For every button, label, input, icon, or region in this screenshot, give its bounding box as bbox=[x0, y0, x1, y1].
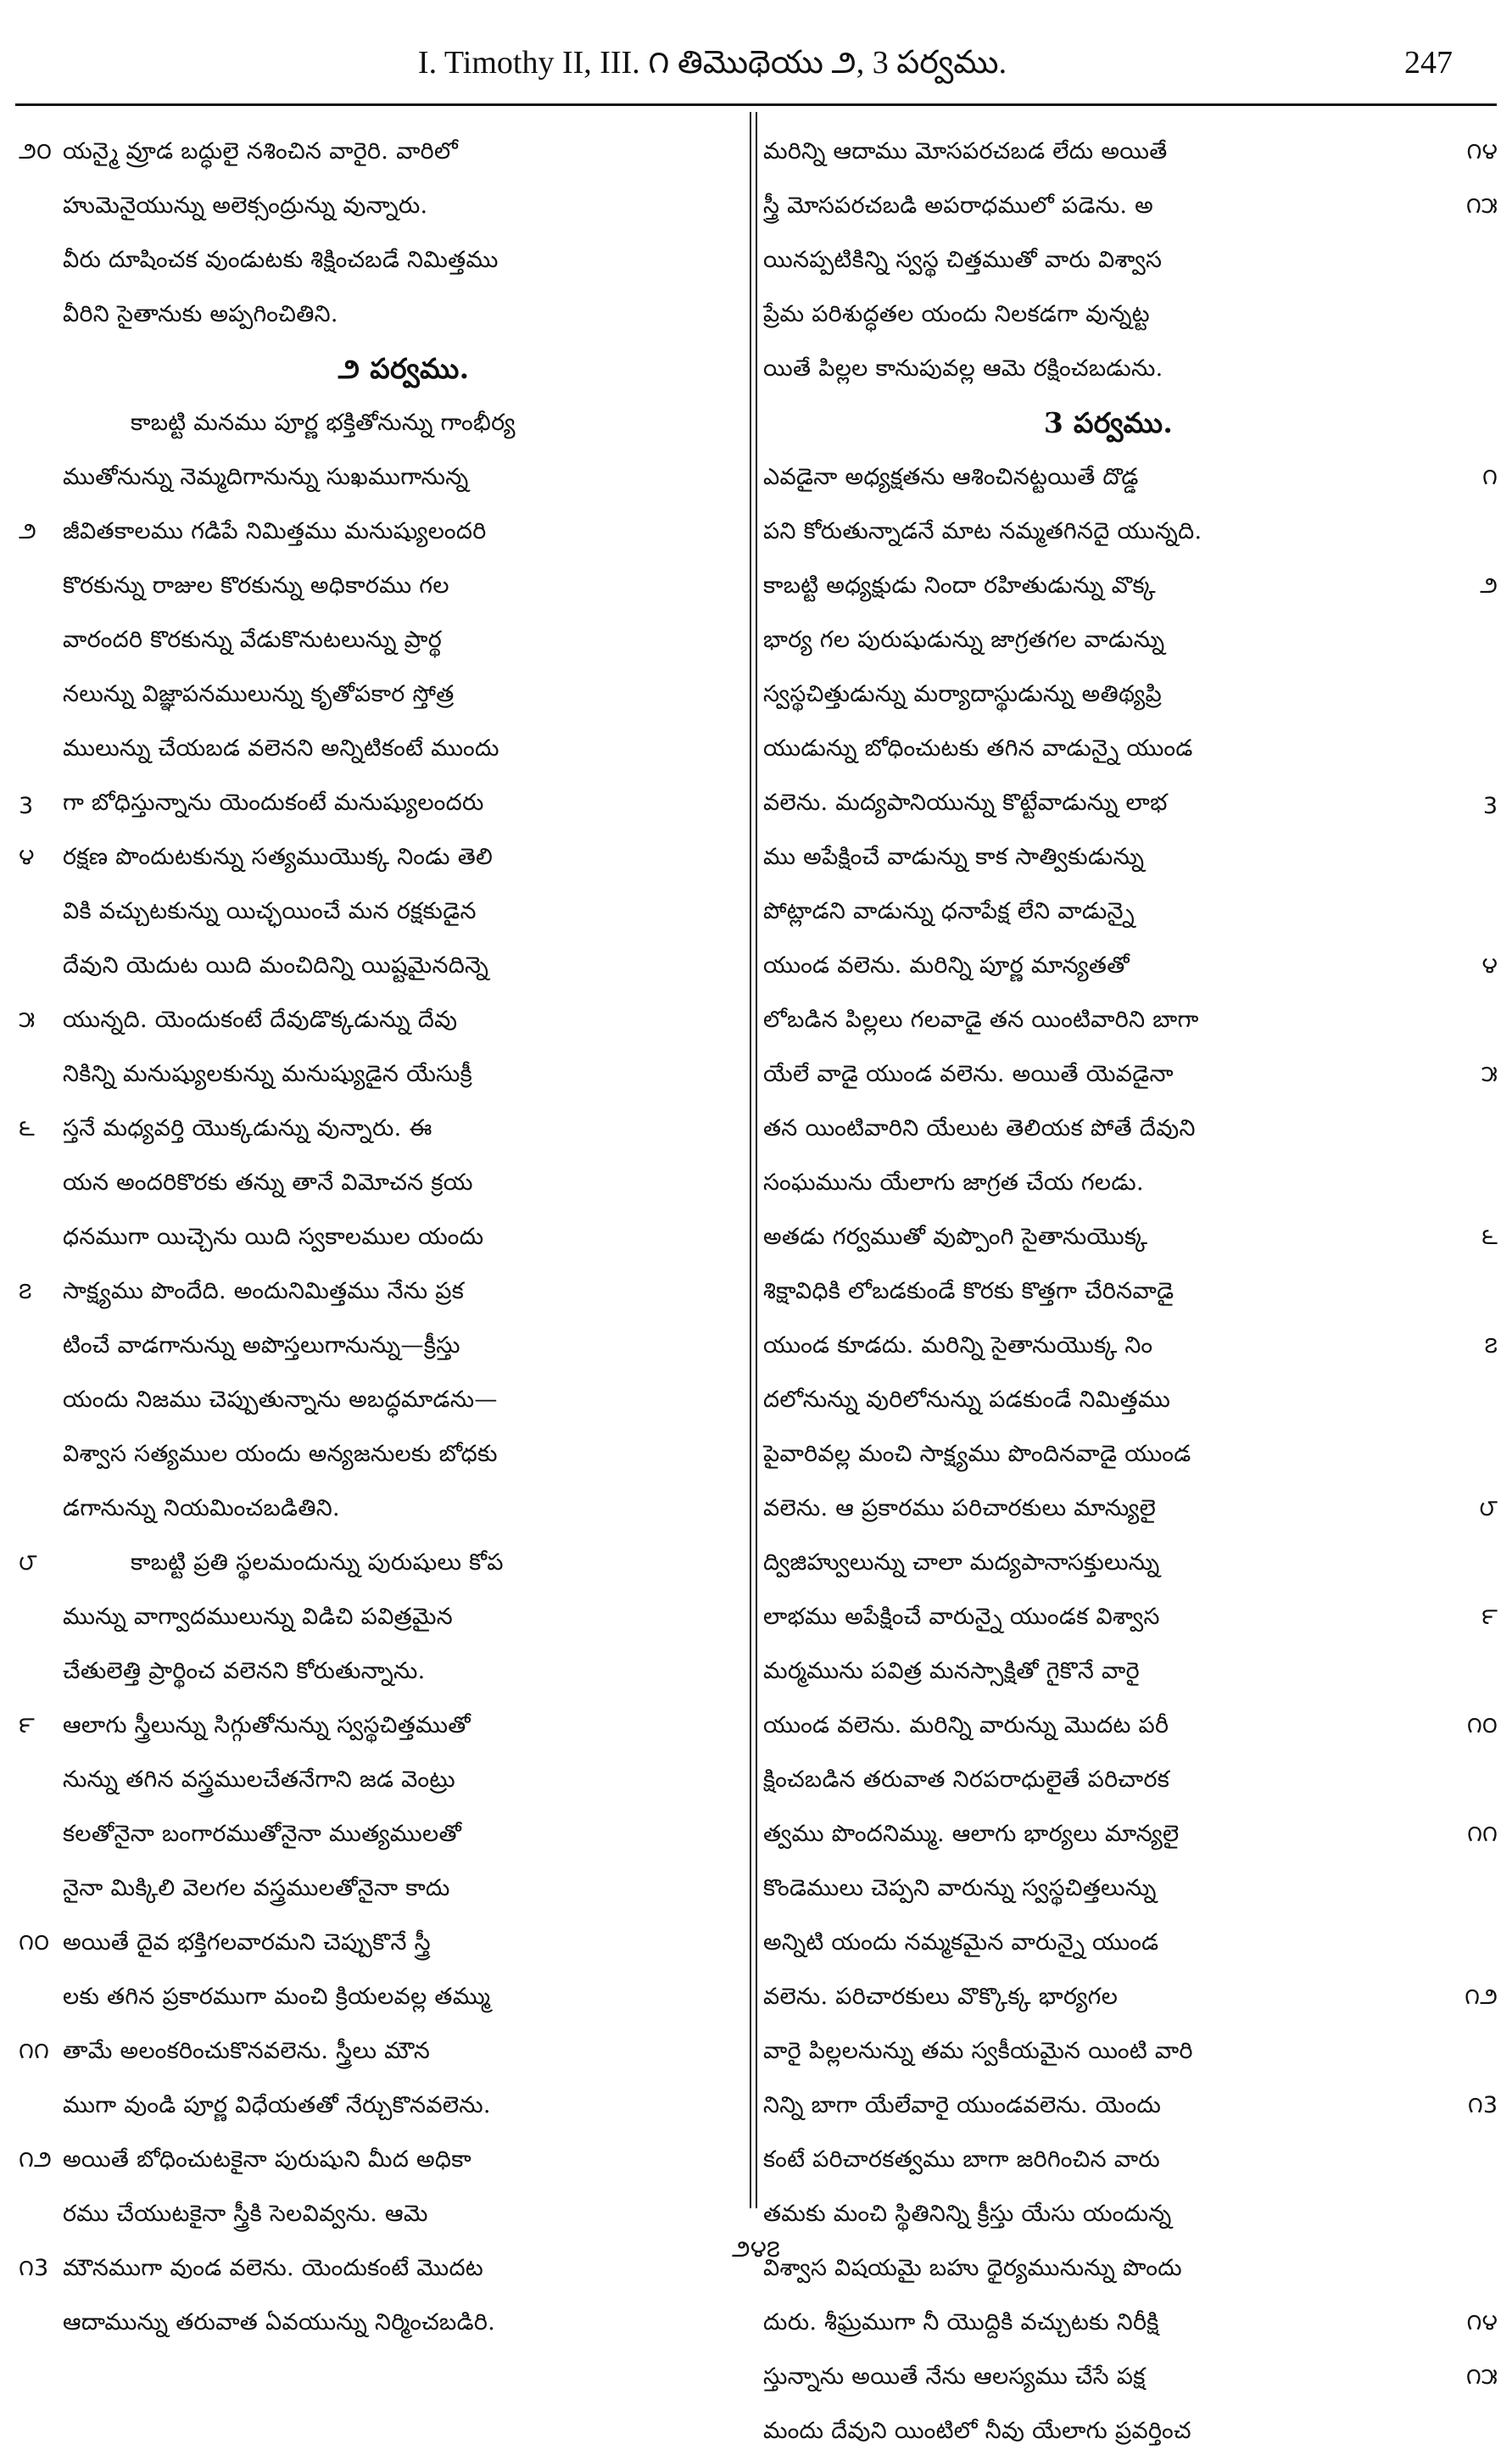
line-text: తన యింటివారిని యేలుట తెలియక పోతే దేవుని bbox=[763, 1115, 1196, 1141]
line-text: ధనముగా యిచ్చెను యిది స్వకాలముల యందు bbox=[63, 1224, 484, 1250]
line-text: నిన్ని బాగా యేలేవారై యుండవలెను. యెందు bbox=[763, 2092, 1162, 2118]
verse-number: ౧ bbox=[1482, 464, 1498, 490]
verse-number: ౭ bbox=[19, 1278, 32, 1304]
line-text: క్షించబడిన తరువాత నిరపరాధులైతే పరిచారక bbox=[763, 1766, 1170, 1793]
line-text: ముతోనున్ను నెమ్మదిగానున్ను సుఖముగానున్న bbox=[63, 464, 469, 490]
line-text: స్తున్నాను అయితే నేను ఆలస్యము చేసే పక్ష bbox=[763, 2363, 1146, 2390]
text-line bbox=[763, 1267, 1498, 1321]
text-line bbox=[19, 1973, 745, 2027]
line-text: నలున్ను విజ్ఞాపనములున్ను కృతోపకార స్తోత్ర bbox=[63, 681, 455, 707]
line-text: స్తనే మధ్యవర్తి యొక్కడున్ను వున్నారు. ఈ bbox=[63, 1115, 432, 1141]
text-line bbox=[763, 290, 1498, 344]
text-line bbox=[19, 1430, 745, 1484]
text-line bbox=[19, 1376, 745, 1430]
text-line bbox=[19, 1918, 745, 1973]
chapter-heading bbox=[19, 344, 745, 399]
text-line bbox=[763, 1918, 1498, 1973]
column-divider-right-rule bbox=[756, 112, 757, 2208]
line-text: సాక్ష్యము పొందేది. అందునిమిత్తము నేను ప్రక bbox=[63, 1278, 465, 1304]
line-text: దేవుని యెదుట యిది మంచిదిన్ని యిష్టమైనదిన్నె bbox=[63, 952, 489, 979]
line-text: యున్నది. యెందుకంటే దేవుడొక్కడున్ను దేవు bbox=[63, 1007, 458, 1033]
line-text: వలెను. మద్యపానియున్ను కొట్టేవాడున్ను లాభ bbox=[763, 790, 1168, 816]
verse-number: ౧౧ bbox=[19, 2038, 49, 2064]
verse-number: ౬ bbox=[19, 1115, 35, 1141]
line-text: ముగా వుండి పూర్ణ విధేయతతో నేర్చుకొనవలెను. bbox=[63, 2092, 491, 2118]
line-text: వలెను. పరిచారకులు వొక్కొక్క భార్యగల bbox=[763, 1984, 1119, 2010]
text-line bbox=[19, 561, 745, 616]
line-text: కలతోనైనా బంగారముతోనైనా ముత్యములతో bbox=[63, 1821, 462, 1847]
verse-number: ౭ bbox=[1484, 1332, 1498, 1359]
line-text: ద్విజిహ్వులున్ను చాలా మద్యపానాసక్తులున్ను bbox=[763, 1549, 1160, 1576]
line-text: యేలే వాడై యుండ వలెను. అయితే యెవడైనా bbox=[763, 1061, 1174, 1087]
text-line bbox=[19, 127, 745, 181]
line-text: డగానున్ను నియమించబడితిని. bbox=[63, 1495, 340, 1521]
text-line bbox=[763, 1321, 1498, 1376]
text-line bbox=[19, 1593, 745, 1647]
text-line bbox=[19, 724, 745, 778]
line-text: కాబట్టి ప్రతి స్థలమందున్ను పురుషులు కోప bbox=[131, 1549, 504, 1576]
line-text: హుమెనైయున్ను అలెక్సంద్రున్ను వున్నారు. bbox=[63, 193, 428, 219]
verse-number: ౧౦ bbox=[19, 1929, 50, 1956]
line-text: యుండ కూడదు. మరిన్ని సైతానుయొక్క నిం bbox=[763, 1332, 1153, 1359]
line-text: ప్రేమ పరిశుద్ధతల యందు నిలకడగా వున్నట్ట bbox=[763, 301, 1150, 327]
line-text: యితే పిల్లల కానుపువల్ల ఆమె రక్షించబడును. bbox=[763, 355, 1163, 382]
line-text: ఆలాగు స్త్రీలున్ను సిగ్గుతోనున్ను స్వస్థచిత్తముతో bbox=[63, 1712, 471, 1738]
line-text: ఆదామున్ను తరువాత ఏవయున్ను నిర్మించబడిరి. bbox=[63, 2309, 496, 2335]
line-text: యన అందరికొరకు తన్ను తానే విమోచన క్రయ bbox=[63, 1169, 473, 1196]
line-text: భార్య గల పురుషుడున్ను జాగ్రతగల వాడున్ను bbox=[763, 627, 1165, 653]
line-text: ము అపేక్షించే వాడున్ను కాక సాత్వికుడున్ను bbox=[763, 844, 1145, 870]
text-line bbox=[763, 1484, 1498, 1538]
line-text: ములున్ను చేయబడ వలెనని అన్నిటికంటే ముందు bbox=[63, 735, 499, 762]
line-text: పని కోరుతున్నాడనే మాట నమ్మతగినదై యున్నది. bbox=[763, 518, 1202, 544]
line-text: దురు. శీఘ్రముగా నీ యొద్దికి వచ్చుటకు నిరీక్షి bbox=[763, 2309, 1159, 2335]
text-line bbox=[19, 1050, 745, 1104]
text-line bbox=[19, 2135, 745, 2190]
text-line bbox=[19, 996, 745, 1050]
text-line bbox=[763, 616, 1498, 670]
line-text: లకు తగిన ప్రకారముగా మంచి క్రియలవల్ల తమ్ము bbox=[63, 1984, 491, 2010]
footer-signature-mark: ౨౪౭ bbox=[732, 2235, 780, 2263]
text-line bbox=[19, 2027, 745, 2081]
verse-number: ౧౪ bbox=[1466, 2309, 1498, 2335]
line-text: శిక్షావిధికి లోబడకుండే కొరకు కొత్తగా చేరినవాడై bbox=[763, 1278, 1174, 1304]
text-line bbox=[19, 670, 745, 724]
text-line bbox=[763, 1701, 1498, 1755]
line-text: కొండెములు చెప్పని వారున్ను స్వస్థచిత్తలున్ను bbox=[763, 1875, 1157, 1901]
line-text: సంఘమును యేలాగు జాగ్రత చేయ గలడు. bbox=[763, 1169, 1144, 1196]
text-line bbox=[763, 2298, 1498, 2352]
verse-number: ౯ bbox=[1481, 1604, 1498, 1630]
verse-number: ౧౨ bbox=[19, 2146, 52, 2173]
text-line bbox=[763, 1158, 1498, 1213]
verse-number: ౪ bbox=[1481, 952, 1498, 979]
line-text: వికి వచ్చుటకున్ను యిచ్ఛయించే మన రక్షకుడైన bbox=[63, 898, 477, 924]
text-line bbox=[763, 2081, 1498, 2135]
line-text: మరిన్ని ఆదాము మోసపరచబడ లేదు అయితే bbox=[763, 138, 1168, 165]
text-line bbox=[763, 236, 1498, 290]
line-text: రక్షణ పొందుటకున్ను సత్యముయొక్క నిండు తెలి bbox=[63, 844, 494, 870]
line-text: కాబట్టి మనము పూర్ణ భక్తితోనున్ను గాంభీర్య bbox=[131, 410, 516, 436]
text-line bbox=[763, 1213, 1498, 1267]
verse-number: ౯ bbox=[19, 1712, 35, 1738]
text-line bbox=[19, 1755, 745, 1810]
verse-number: ౧౦ bbox=[1466, 1712, 1498, 1738]
verse-number: 3 bbox=[19, 792, 34, 819]
line-text: విశ్వాస సత్యముల యందు అన్యజనులకు బోధకు bbox=[63, 1441, 498, 1467]
verse-number: ౨౦ bbox=[19, 138, 53, 165]
text-line bbox=[763, 2407, 1498, 2461]
right-column bbox=[763, 127, 1498, 2461]
text-line bbox=[763, 507, 1498, 561]
text-line bbox=[19, 616, 745, 670]
line-text: కొరకున్ను రాజుల కొరకున్ను అధికారము గల bbox=[63, 572, 449, 599]
text-line bbox=[763, 724, 1498, 778]
line-text: వలెను. ఆ ప్రకారము పరిచారకులు మాన్యులై bbox=[763, 1495, 1157, 1521]
text-line bbox=[763, 941, 1498, 996]
verse-number: ౧౫ bbox=[1465, 193, 1498, 219]
running-header-title: I. Timothy II, III. ౧ తిమొథెయు ౨, 3 పర్వము. bbox=[417, 45, 1007, 81]
line-text: యన్మై వ్రూడ బద్ధులై నశించిన వారైరి. వారిలో bbox=[63, 138, 459, 165]
text-line bbox=[763, 453, 1498, 507]
column-divider-left-rule bbox=[750, 112, 751, 2208]
line-text: తమకు మంచి స్థితినిన్ని క్రీస్తు యేసు యందున్న bbox=[763, 2201, 1172, 2227]
text-line bbox=[19, 778, 745, 833]
text-line bbox=[19, 1213, 745, 1267]
text-line bbox=[763, 1864, 1498, 1918]
text-line bbox=[763, 2027, 1498, 2081]
text-line bbox=[19, 1810, 745, 1864]
text-line bbox=[763, 1755, 1498, 1810]
line-text: లాభము అపేక్షించే వారున్నై యుండక విశ్వాస bbox=[763, 1604, 1160, 1630]
line-text: యుడున్ను బోధించుటకు తగిన వాడున్నై యుండ bbox=[763, 735, 1193, 762]
text-line bbox=[763, 1647, 1498, 1701]
verse-number: ౮ bbox=[19, 1549, 37, 1576]
text-line bbox=[763, 344, 1498, 399]
verse-number: ౧3 bbox=[19, 2255, 49, 2281]
verse-number: ౫ bbox=[19, 1007, 36, 1033]
line-text: వీరు దూషించక వుండుటకు శిక్షించబడే నిమిత్తము bbox=[63, 247, 499, 273]
line-text: వారై పిల్లలనున్ను తమ స్వకీయమైన యింటి వారి bbox=[763, 2038, 1193, 2064]
text-line bbox=[763, 1430, 1498, 1484]
line-text: టించే వాడగానున్ను అపొస్తలుగానున్ను—క్రీస్తు bbox=[63, 1332, 460, 1359]
text-line bbox=[763, 1050, 1498, 1104]
text-line bbox=[19, 1484, 745, 1538]
text-line bbox=[19, 181, 745, 236]
line-text: జీవితకాలము గడిపే నిమిత్తము మనుష్యులందరి bbox=[63, 518, 487, 544]
text-line bbox=[763, 561, 1498, 616]
text-line bbox=[19, 2081, 745, 2135]
line-text: మందు దేవుని యింటిలో నీవు యేలాగు ప్రవర్తించ bbox=[763, 2418, 1191, 2444]
line-text: కంటే పరిచారకత్వము బాగా జరిగించిన వారు bbox=[763, 2146, 1161, 2173]
page-number: 247 bbox=[1404, 45, 1453, 81]
line-text: మౌనముగా వుండ వలెను. యెందుకంటే మొదట bbox=[63, 2255, 483, 2281]
text-line bbox=[763, 2135, 1498, 2190]
verse-number: ౧౧ bbox=[1467, 1821, 1498, 1847]
text-line bbox=[763, 996, 1498, 1050]
text-line bbox=[763, 1376, 1498, 1430]
text-line bbox=[19, 507, 745, 561]
line-text: నికిన్ని మనుష్యులకున్ను మనుష్యుడైన యేసుక్రీ bbox=[63, 1061, 473, 1087]
line-text: లోబడిన పిల్లలు గలవాడై తన యింటివారిని బాగా bbox=[763, 1007, 1199, 1033]
text-line bbox=[763, 1810, 1498, 1864]
text-line bbox=[763, 1973, 1498, 2027]
verse-number: ౮ bbox=[1479, 1495, 1498, 1521]
line-text: పైవారివల్ల మంచి సాక్ష్యము పొందినవాడై యుండ bbox=[763, 1441, 1191, 1467]
verse-number: 3 bbox=[1482, 792, 1498, 819]
verse-number: ౨ bbox=[1480, 572, 1498, 599]
chapter-heading-text: ౨ పర్వము. bbox=[338, 351, 470, 385]
header-rule bbox=[15, 103, 1497, 106]
line-text: దలోనున్ను వురిలోనున్ను పడకుండే నిమిత్తము bbox=[763, 1387, 1171, 1413]
line-text: విశ్వాస విషయమై బహు ధైర్యమునున్ను పొందు bbox=[763, 2255, 1182, 2281]
line-text: కాబట్టి అధ్యక్షుడు నిందా రహితుడున్ను వొక్క bbox=[763, 572, 1156, 599]
line-text: పోట్లాడని వాడున్ను ధనాపేక్ష లేని వాడున్నై bbox=[763, 898, 1135, 924]
text-line bbox=[19, 1864, 745, 1918]
text-line bbox=[763, 778, 1498, 833]
line-text: తామే అలంకరించుకొనవలెను. స్త్రీలు మౌన bbox=[63, 2038, 431, 2064]
line-text: యినప్పటికిన్ని స్వస్థ చిత్తముతో వారు విశ్వాస bbox=[763, 247, 1163, 273]
verse-number: ౧౨ bbox=[1465, 1984, 1498, 2010]
line-text: త్వము పొందనిమ్ము. ఆలాగు భార్యలు మాన్యలై bbox=[763, 1821, 1180, 1847]
verse-number: ౫ bbox=[1481, 1061, 1498, 1087]
verse-number: ౧౪ bbox=[1466, 138, 1498, 165]
text-line bbox=[763, 1538, 1498, 1593]
text-line bbox=[763, 2352, 1498, 2407]
text-line bbox=[19, 1647, 745, 1701]
text-line bbox=[19, 453, 745, 507]
line-text: యుండ వలెను. మరిన్ని వారున్ను మొదట పరీ bbox=[763, 1712, 1169, 1738]
text-line bbox=[763, 1593, 1498, 1647]
text-line bbox=[19, 399, 745, 453]
text-line bbox=[19, 2298, 745, 2352]
line-text: స్వస్థచిత్తుడున్ను మర్యాదాస్థుడున్ను అతిథ్యప్రి bbox=[763, 681, 1163, 707]
verse-number: ౧3 bbox=[1467, 2092, 1498, 2118]
text-line bbox=[19, 1321, 745, 1376]
verse-number: ౪ bbox=[19, 844, 35, 870]
line-text: అయితే బోధించుటకైనా పురుషుని మీద అధికా bbox=[63, 2146, 471, 2173]
line-text: మర్మమును పవిత్ర మనస్సాక్షితో గైకొనే వారై bbox=[763, 1658, 1140, 1684]
line-text: వారందరి కొరకున్ను వేడుకొనుటలున్ను ప్రార్థ bbox=[63, 627, 443, 653]
text-line bbox=[763, 1104, 1498, 1158]
text-line bbox=[19, 290, 745, 344]
text-line bbox=[19, 1158, 745, 1213]
line-text: మున్ను వాగ్వాదములున్ను విడిచి పవిత్రమైన bbox=[63, 1604, 454, 1630]
text-line bbox=[763, 887, 1498, 941]
text-line bbox=[763, 181, 1498, 236]
line-text: నైనా మిక్కిలి వెలగల వస్త్రములతోనైనా కాదు bbox=[63, 1875, 450, 1901]
line-text: నున్ను తగిన వస్త్రములచేతనేగాని జడ వెంట్రు bbox=[63, 1766, 455, 1793]
line-text: యందు నిజము చెప్పుతున్నాను అబద్ధమాడను— bbox=[63, 1387, 498, 1413]
verse-number: ౬ bbox=[1481, 1224, 1498, 1250]
text-line bbox=[19, 236, 745, 290]
text-line bbox=[763, 127, 1498, 181]
chapter-heading bbox=[763, 399, 1498, 453]
line-text: యుండ వలెను. మరిన్ని పూర్ణ మాన్యతతో bbox=[763, 952, 1130, 979]
line-text: రము చేయుటకైనా స్త్రీకి సెలవివ్వను. ఆమె bbox=[63, 2201, 428, 2227]
text-line bbox=[19, 941, 745, 996]
text-line bbox=[763, 670, 1498, 724]
text-line bbox=[19, 1701, 745, 1755]
chapter-heading-text: 3 పర్వము. bbox=[1043, 405, 1174, 439]
text-line bbox=[19, 1538, 745, 1593]
line-text: అయితే దైవ భక్తిగలవారమని చెప్పుకొనే స్త్రీ bbox=[63, 1929, 431, 1956]
text-line bbox=[19, 1104, 745, 1158]
line-text: వీరిని సైతానుకు అప్పగించితిని. bbox=[63, 301, 338, 327]
line-text: స్త్రీ మోసపరచబడి అపరాధములో పడెను. అ bbox=[763, 193, 1153, 219]
text-line bbox=[19, 833, 745, 887]
line-text: చేతులెత్తి ప్రార్థించ వలెనని కోరుతున్నాను. bbox=[63, 1658, 426, 1684]
text-line bbox=[19, 1267, 745, 1321]
verse-number: ౨ bbox=[19, 518, 36, 544]
text-line bbox=[19, 887, 745, 941]
line-text: గా బోధిస్తున్నాను యెందుకంటే మనుష్యులందరు bbox=[63, 790, 484, 816]
line-text: ఎవడైనా అధ్యక్షతను ఆశించినట్టయితే దొడ్డ bbox=[763, 464, 1139, 490]
line-text: అతడు గర్వముతో వుప్పొంగి సైతానుయొక్క bbox=[763, 1224, 1148, 1250]
line-text: అన్నిటి యందు నమ్మకమైన వారున్నై యుండ bbox=[763, 1929, 1159, 1956]
left-column bbox=[19, 127, 745, 2352]
verse-number: ౧౫ bbox=[1465, 2363, 1498, 2390]
text-line bbox=[763, 833, 1498, 887]
